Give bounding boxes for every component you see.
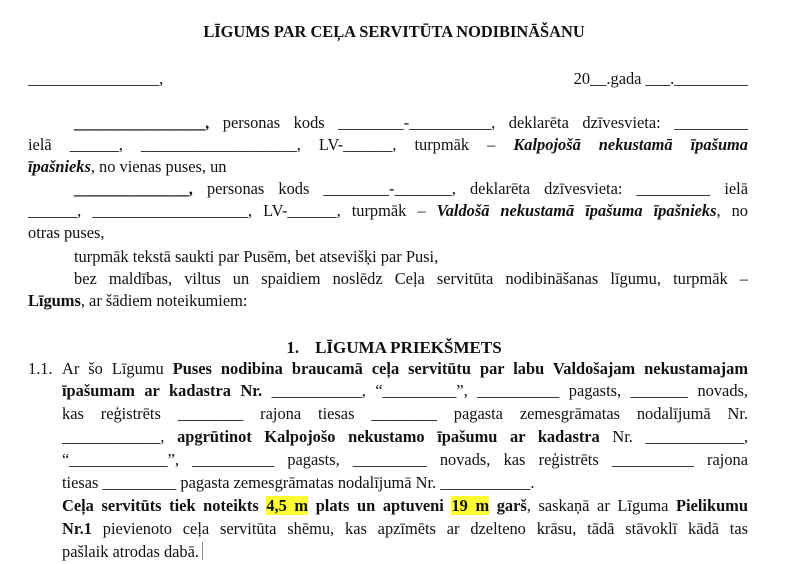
document-title: LĪGUMS PAR CEĻA SERVITŪTA NODIBINĀŠANU [203, 22, 585, 41]
place-date-line [28, 68, 748, 90]
clause-text: pašlaik atrodas dabā. [62, 542, 199, 561]
clause-line8 [62, 518, 748, 540]
clause-text: Nr. ____________, [612, 427, 748, 446]
clause-text: pievienoto ceļa servitūta shēmu, kas apzīmēts ar dzelteno krāsu, tādā stāvoklī kādā tas [102, 519, 748, 538]
section-title: LĪGUMA PRIEKŠMETS [315, 338, 502, 357]
clause-text: Ar šo Līgumu [62, 359, 164, 378]
clause-text: ___________, “_________”, __________ pagasts, _______ novads, [271, 381, 748, 400]
servitude-width-highlight: 4,5 m [266, 496, 309, 515]
clause-bold: Puses nodibina braucamā ceļa servitūtu par labu Valdošajam nekustamajam [172, 359, 748, 378]
party2-text2-rest: , no [716, 201, 748, 220]
clause-line4 [62, 426, 748, 448]
clause-line7 [62, 495, 748, 517]
clause-bold: apgrūtinot Kalpojošo nekustamo īpašumu ar kadastra [177, 427, 600, 446]
clause-text: , saskaņā ar Līguma [526, 496, 669, 515]
section-1-heading [0, 338, 788, 358]
servitude-length-highlight: 19 m [451, 496, 490, 515]
clause-bold: plats un aptuveni [315, 496, 444, 515]
party2-line1 [28, 178, 748, 200]
ligums-rest: , ar šādiem noteikumiem: [80, 291, 248, 310]
clause-line2 [62, 380, 748, 402]
para-noslegz: bez maldības, viltus un spaidiem noslēdz Ceļa servitūta nodibināšanas līgumu, turpmāk – [74, 269, 748, 288]
party1-line1 [28, 112, 748, 134]
date-blank[interactable]: 20__.gada ___._________ [573, 69, 748, 88]
clause-line5: “____________”, __________ pagasts, _________ novads, kas reģistrēts __________ rajona [62, 450, 748, 469]
party1-text1: personas kods ________-__________, deklarēta dzīvesvieta: _________ [222, 113, 748, 132]
clause-bold: garš [496, 496, 527, 515]
clause-text: ____________, [62, 427, 165, 446]
party2-text1: personas kods ________-_______, deklarēta dzīvesvieta: _________ ielā [206, 179, 748, 198]
party1-line3 [28, 156, 748, 178]
place-blank[interactable]: ________________, [28, 69, 164, 88]
para-puses: turpmāk tekstā saukti par Pusēm, bet atsevišķi par Pusi, [74, 247, 439, 266]
party1-role: Kalpojošā nekustamā īpašuma [513, 135, 748, 154]
party2-text2: ______, ___________________, LV-______, turpmāk – [28, 201, 426, 220]
party2-name-blank[interactable]: ______________, [74, 179, 193, 198]
party1-text2: ielā ______, ___________________, LV-______, turpmāk – [28, 135, 496, 154]
party2-line3: otras puses, [28, 223, 105, 242]
party2-line2 [28, 200, 748, 222]
text-cursor [202, 542, 203, 560]
party1-text3: , no vienas puses, un [90, 157, 227, 176]
clause-number: 1.1. [28, 359, 53, 378]
section-number: 1. [286, 338, 300, 357]
para-ligums [28, 290, 748, 312]
party1-line2 [28, 134, 748, 156]
party1-role-cont: īpašnieks [28, 157, 91, 176]
clause-line1 [62, 358, 748, 380]
clause-bold: Ceļa servitūts tiek noteikts [62, 496, 259, 515]
clause-line9 [62, 541, 748, 563]
party1-name-blank[interactable]: ________________, [74, 113, 210, 132]
ligums-term: Līgums [28, 291, 81, 310]
clause-bold: īpašumam ar kadastra Nr. [62, 381, 263, 400]
party2-role: Valdošā nekustamā īpašuma īpašnieks [436, 201, 717, 220]
clause-line6: tiesas _________ pagasta zemesgrāmatas nodalījumā Nr. ___________. [62, 473, 535, 492]
clause-line3: kas reģistrēts ________ rajona tiesas ________ pagasta zemesgrāmatas nodalījumā Nr. [62, 404, 748, 423]
clause-bold: Nr.1 [62, 519, 92, 538]
clause-bold: Pielikumu [676, 496, 748, 515]
